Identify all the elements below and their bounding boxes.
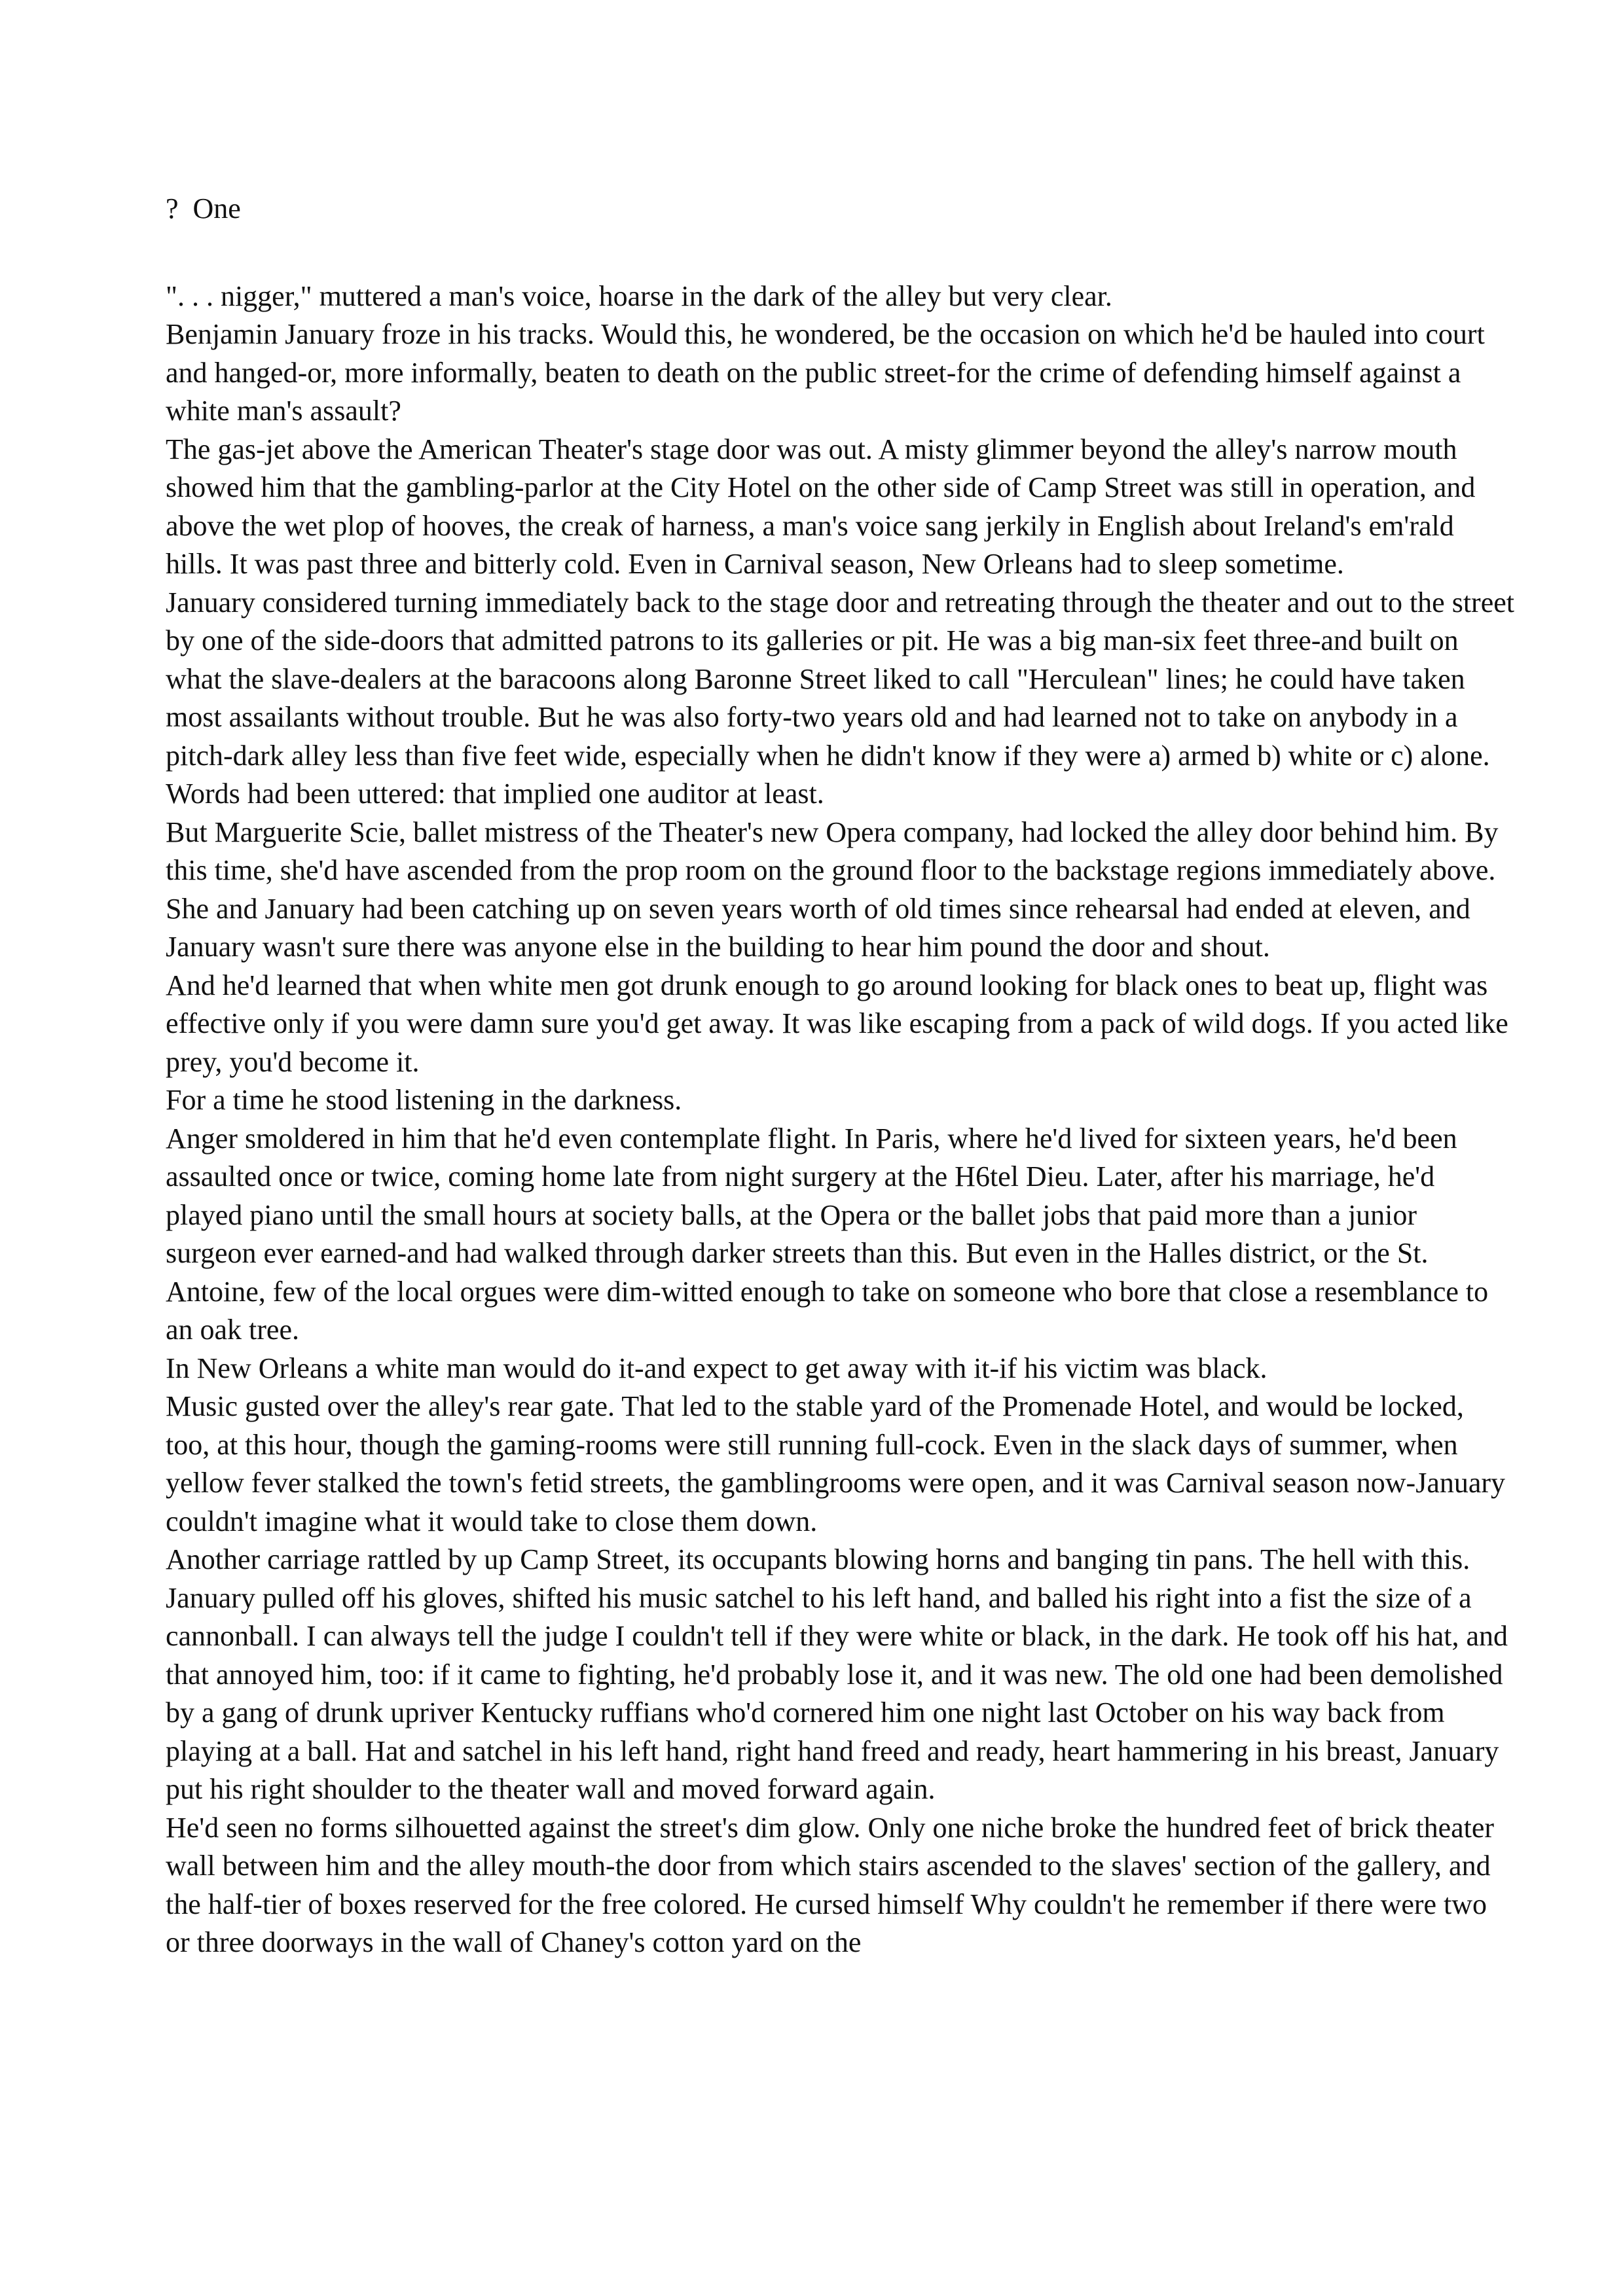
body-text <box>166 278 1514 1962</box>
paragraph: For a time he stood listening in the darkness. <box>166 1084 682 1116</box>
paragraph: January considered turning immediately back to the stage door and retreating through the theater and out to the street by one of the side-doors that admitted patrons to its galleries or pit. He was a big man-six feet three-and built on what the slave-dealers at the baracoons along Baronne Street liked to call "Herculean" lines; he could have taken most assailants without trouble. But he was also forty-two years old and had learned not to take on anybody in a pitch-dark alley less than five feet wide, especially when he didn't know if they were a) armed b) white or c) alone. Words had been uttered: that implied one auditor at least. <box>166 586 1514 810</box>
chapter-heading: ? One <box>166 192 241 224</box>
paragraph: The gas-jet above the American Theater's stage door was out. A misty glimmer beyond the alley's narrow mouth showed him that the gambling-parlor at the City Hotel on the other side of Camp Street was still in operation, and above the wet plop of hooves, the creak of harness, a man's voice sang jerkily in English about Ireland's em'rald hills. It was past three and bitterly cold. Even in Carnival season, New Orleans had to sleep sometime. <box>166 433 1476 580</box>
paragraph: ". . . nigger," muttered a man's voice, hoarse in the dark of the alley but very clear. <box>166 279 1112 312</box>
book-page <box>166 190 1514 1962</box>
paragraph: Benjamin January froze in his tracks. Would this, he wondered, be the occasion on which he'd be hauled into court and hanged-or, more informally, beaten to death on the public street-for the crime of defending himself against a white man's assault? <box>166 318 1485 427</box>
paragraph: But Marguerite Scie, ballet mistress of the Theater's new Opera company, had locked the alley door behind him. By this time, she'd have ascended from the prop room on the ground floor to the backstage regions immediately above. She and January had been catching up on seven years worth of old times since rehearsal had ended at eleven, and January wasn't sure there was anyone else in the building to hear him pound the door and shout. <box>166 816 1499 963</box>
paragraph: He'd seen no forms silhouetted against the street's dim glow. Only one niche broke the hundred feet of brick theater wall between him and the alley mouth-the door from which stairs ascended to the slaves' section of the gallery, and the half-tier of boxes reserved for the free colored. He cursed himself Why couldn't he remember if there were two or three doorways in the wall of Chaney's cotton yard on the <box>166 1811 1495 1958</box>
paragraph: Anger smoldered in him that he'd even contemplate flight. In Paris, where he'd lived for sixteen years, he'd been assaulted once or twice, coming home late from night surgery at the H6tel Dieu. Later, after his marriage, he'd played piano until the small hours at society balls, at the Opera or the ballet jobs that paid more than a junior surgeon ever earned-and had walked through darker streets than this. But even in the Halles district, or the St. Antoine, few of the local orgues were dim-witted enough to take on someone who bore that close a resemblance to an oak tree. <box>166 1122 1489 1346</box>
paragraph: Music gusted over the alley's rear gate. That led to the stable yard of the Promenade Hotel, and would be locked, too, at this hour, though the gaming-rooms were still running full-cock. Even in the slack days of summer, when yellow fever stalked the town's fetid streets, the gamblingrooms were open, and it was Carnival season now-January couldn't imagine what it would take to close them down. <box>166 1390 1506 1537</box>
paragraph: Another carriage rattled by up Camp Street, its occupants blowing horns and banging tin pans. The hell with this. January pulled off his gloves, shifted his music satchel to his left hand, and balled his right into a fist the size of a cannonball. I can always tell the judge I couldn't tell if they were white or black, in the dark. He took off his hat, and that annoyed him, too: if it came to fighting, he'd probably lose it, and it was new. The old one had been demolished by a gang of drunk upriver Kentucky ruffians who'd cornered him one night last October on his way back from playing at a ball. Hat and satchel in his left hand, right hand freed and ready, heart hammering in his breast, January put his right shoulder to the theater wall and moved forward again. <box>166 1543 1508 1805</box>
paragraph: And he'd learned that when white men got drunk enough to go around looking for black ones to beat up, flight was effective only if you were damn sure you'd get away. It was like escaping from a pack of wild dogs. If you acted like prey, you'd become it. <box>166 969 1508 1078</box>
paragraph: In New Orleans a white man would do it-and expect to get away with it-if his victim was black. <box>166 1352 1267 1384</box>
